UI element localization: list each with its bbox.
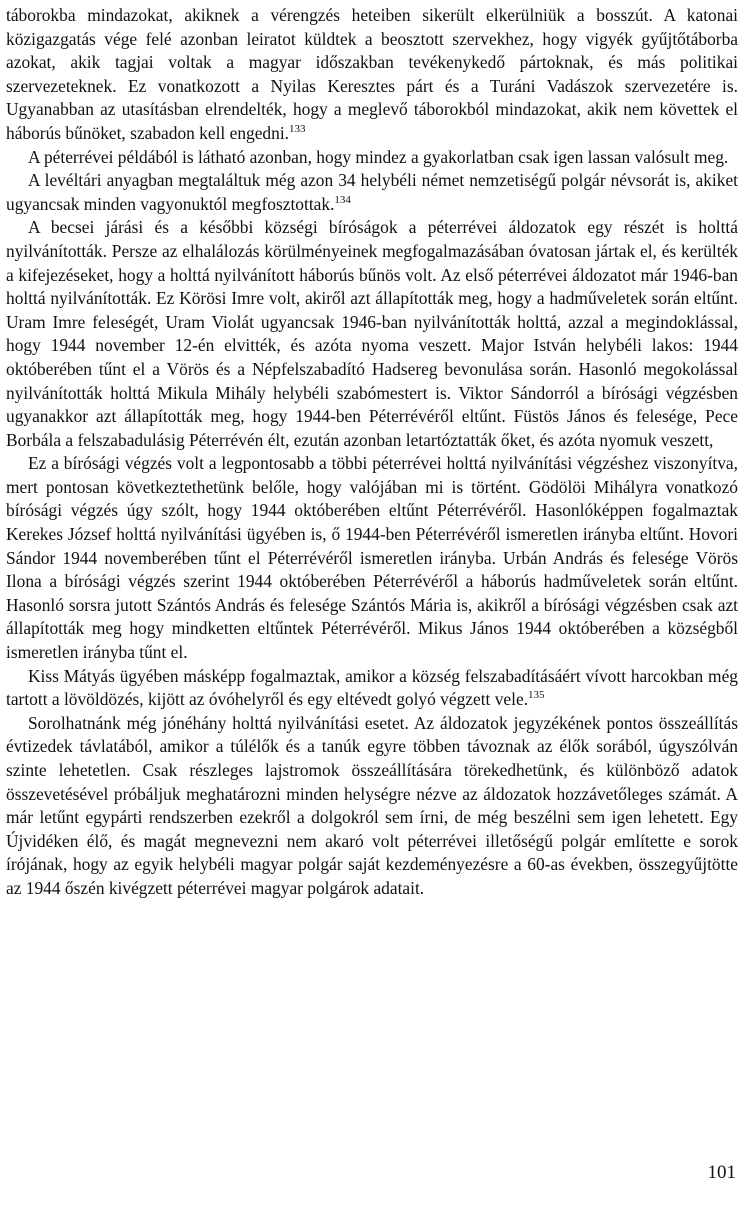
paragraph-1 bbox=[6, 4, 738, 146]
footnote-ref-133: 133 bbox=[289, 122, 306, 135]
paragraph-5-text: Ez a bírósági végzés volt a legpontosabb a többi péterrévei holttá nyilvánítási végzéshez viszonyítva, mert pontosan következtethetünk belőle, hogy valójában mi is történt. Gödölöi Mihályra vonatkozó bírósági végzés úgy szólt, hogy 1944 októberében eltűnt Péterrévéről. Hasonlóképpen fogalmaztak Kerekes József holttá nyilvánítási ügyében is, ő 1944-ben Péterrévéről ismeretlen irányba eltűnt. Hovori Sándor 1944 novemberében tűnt el Péterrévéről ismeretlen irányba. Urbán András és felesége Vörös Ilona a bírósági végzés szerint 1944 októberében Péterrévéről a háborús hadműveletek során eltűnt. Hasonló sorsra jutott Szántós András és felesége Szántós Mária is, akikről a bírósági végzésben csak azt állapították meg hogy mindketten eltűntek Péterrévéről. Mikus János 1944 októberében a községből ismeretlen irányba tűnt el. bbox=[6, 453, 738, 663]
paragraph-7 bbox=[6, 712, 738, 901]
footnote-ref-135: 135 bbox=[528, 689, 545, 702]
paragraph-3-text: A levéltári anyagban megtaláltuk még azon 34 helybéli német nemzetiségű polgár névsorát is, akiket ugyancsak minden vagyonuktól megfosztottak. bbox=[6, 170, 738, 214]
paragraph-2 bbox=[6, 146, 738, 170]
paragraph-4-text: A becsei járási és a későbbi községi bíróságok a péterrévei áldozatok egy részét is holttá nyilvánították. Persze az elhalálozás körülményeinek megfogalmazásában óvatosan jártak el, és kerülték a kifejezéseket, hogy a holttá nyilvánított háborús bűnös volt. Az első péterrévei áldozatot már 1946-ban holttá nyilvánították. Ez Körösi Imre volt, akiről azt állapították meg, hogy a hadműveletek során eltűnt. Uram Imre feleségét, Uram Violát ugyancsak 1946-ban nyilvánították holttá, azzal a megindoklással, hogy 1944 november 12-én elvitték, és azóta nyoma veszett. Major István helybéli lakos: 1944 októberében tűnt el a Vörös és a Népfelszabadító Hadsereg bevonulása során. Hasonló megokolással nyilvánították holttá Mikula Mihály helybéli szabómestert is. Viktor Sándorról a bírósági végzésben ugyanakkor azt állapították meg, hogy 1944-ben Péterrévéről eltűnt. Füstös János és felesége, Pece Borbála a felszabadulásig Péterrévén élt, ezután azonban letartóztatták őket, és azóta nyomuk veszett, bbox=[6, 217, 738, 450]
page-number: 101 bbox=[707, 1162, 736, 1183]
footnote-ref-134: 134 bbox=[334, 193, 351, 206]
paragraph-4 bbox=[6, 216, 738, 452]
paragraph-6-text: Kiss Mátyás ügyében másképp fogalmaztak, amikor a község felszabadításáért vívott harcokban még tartott a lövöldözés, kijött az óvóhelyről és egy eltévedt golyó végzett vele. bbox=[6, 665, 738, 710]
paragraph-1-text: táborokba mindazokat, akiknek a vérengzés heteiben sikerült elkerülniük a bosszút. A katonai közigazgatás vége felé azonban leiratot küldtek a beosztott szervekhez, hogy vigyék gyűjtőtáborba azokat, akik tagjai voltak a magyar időszakban tevékenykedő pártoknak, és más politikai szervezeteknek. Ez vonatkozott a Nyilas Keresztes párt és a Turáni Vadászok szervezetére is. Ugyanabban az utasításban elrendelték, hogy a meglevő táborokból mindazokat, akik nem követtek el háborús bűnöket, szabadon kell engedni. bbox=[6, 5, 738, 143]
paragraph-2-text: A péterrévei példából is látható azonban, hogy mindez a gyakorlatban csak igen lassan valósult meg. bbox=[28, 146, 729, 167]
paragraph-7-text: Sorolhatnánk még jónéhány holttá nyilvánítási esetet. Az áldozatok jegyzékének pontos összeállítás évtizedek távlatából, amikor a túlélők és a tanúk egyre többen távoznak az élők sorából, úgyszólván szinte lehetetlen. Csak részleges lajstromok összeállítására törekedhetünk, és különböző adatok összevetésével próbáljuk meghatározni minden helységre nézve az áldozatok hozzávetőleges számát. A már letűnt egypárti rendszerben ezekről a dolgokról sem írni, de még beszélni sem igen lehetett. Egy Újvidéken élő, és magát megnevezni nem akaró volt péterrévei illetőségű polgár említette e sorok írójának, hogy az egyik helybéli magyar polgár saját kezdeményezésre a 60-as években, összegyűjtötte az 1944 őszén kivégzett péterrévei magyar polgárok adatait. bbox=[6, 712, 738, 898]
paragraph-5 bbox=[6, 452, 738, 664]
paragraph-3 bbox=[6, 169, 738, 216]
body-text bbox=[6, 4, 738, 901]
paragraph-6 bbox=[6, 665, 738, 712]
